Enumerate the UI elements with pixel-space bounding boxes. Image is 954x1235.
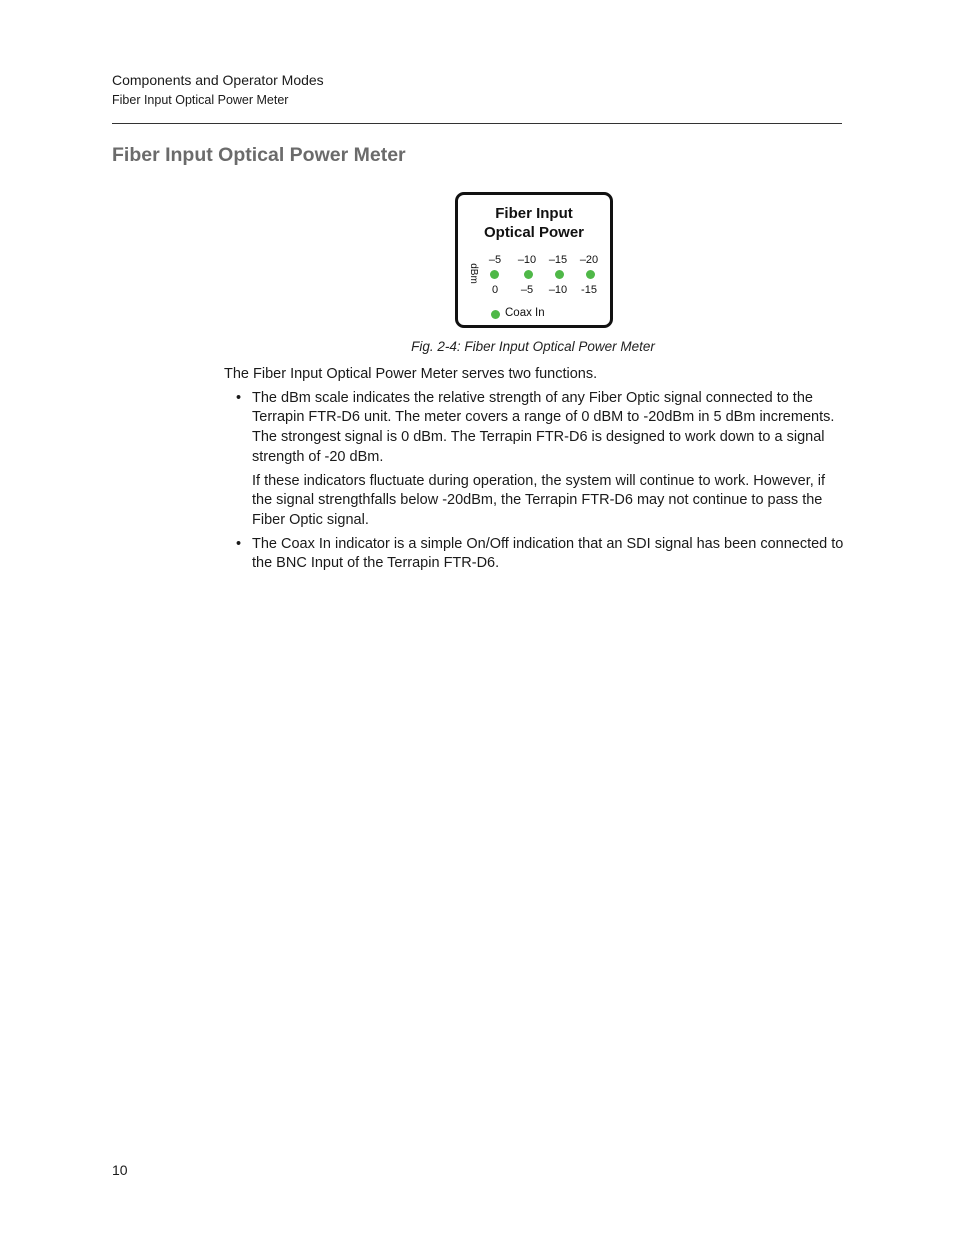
- bullet-1-continuation: If these indicators fluctuate during operation, the system will continue to work. However, if the signal strengthfalls below -20dBm, the Terrapin FTR-D6 may not continue to pass the Fiber Optic signal.: [252, 472, 826, 528]
- intro-paragraph: The Fiber Input Optical Power Meter serves two functions.: [224, 366, 598, 382]
- list-item: [224, 535, 844, 574]
- scale-bottom-label-4: -15: [581, 284, 597, 296]
- body-text: [224, 365, 844, 578]
- bullet-dot: •: [236, 389, 242, 406]
- power-led-1: [490, 270, 499, 279]
- scale-bottom-label-1: 0: [491, 284, 499, 296]
- scale-top-label-1: –5: [488, 254, 502, 266]
- chapter-title: Components and Operator Modes: [112, 72, 324, 88]
- power-led-3: [555, 270, 564, 279]
- scale-bottom-label-3: –10: [548, 284, 568, 296]
- bullet-2-text: The Coax In indicator is a simple On/Off indication that an SDI signal has been connected to the BNC Input of the Terrapin FTR-D6.: [252, 535, 844, 572]
- optical-power-meter-figure: [455, 192, 613, 328]
- scale-top-label-4: –20: [579, 254, 599, 266]
- list-item: [224, 389, 844, 531]
- power-led-2: [524, 270, 533, 279]
- page-number: 10: [112, 1162, 128, 1178]
- section-title: Fiber Input Optical Power Meter: [112, 93, 289, 107]
- figure-caption: Fig. 2-4: Fiber Input Optical Power Meter: [411, 339, 655, 354]
- scale-top-label-2: –10: [517, 254, 537, 266]
- panel-title-line-2: Optical Power: [483, 224, 585, 241]
- bullet-1-text: The dBm scale indicates the relative strength of any Fiber Optic signal connected to the Terrapin FTR-D6 unit. The meter covers a range of 0 dBM to -20dBm in 5 dBm increments. The strongest signal is 0 dBm. The Terrapin FTR-D6 is designed to work down to a signal strength of -20 dBm.: [252, 389, 835, 465]
- panel-title: [458, 204, 610, 242]
- power-led-4: [586, 270, 595, 279]
- coax-in-label: Coax In: [505, 307, 545, 319]
- dbm-unit-label: dBm: [467, 263, 479, 284]
- bullet-dot: •: [236, 535, 242, 552]
- running-head: [112, 71, 324, 109]
- header-divider: [112, 123, 842, 124]
- panel-title-line-1: Fiber Input: [495, 205, 573, 222]
- coax-in-led: [491, 310, 500, 319]
- scale-bottom-label-2: –5: [520, 284, 534, 296]
- bullet-list: [224, 389, 844, 574]
- scale-top-label-3: –15: [548, 254, 568, 266]
- page-heading: Fiber Input Optical Power Meter: [112, 144, 406, 166]
